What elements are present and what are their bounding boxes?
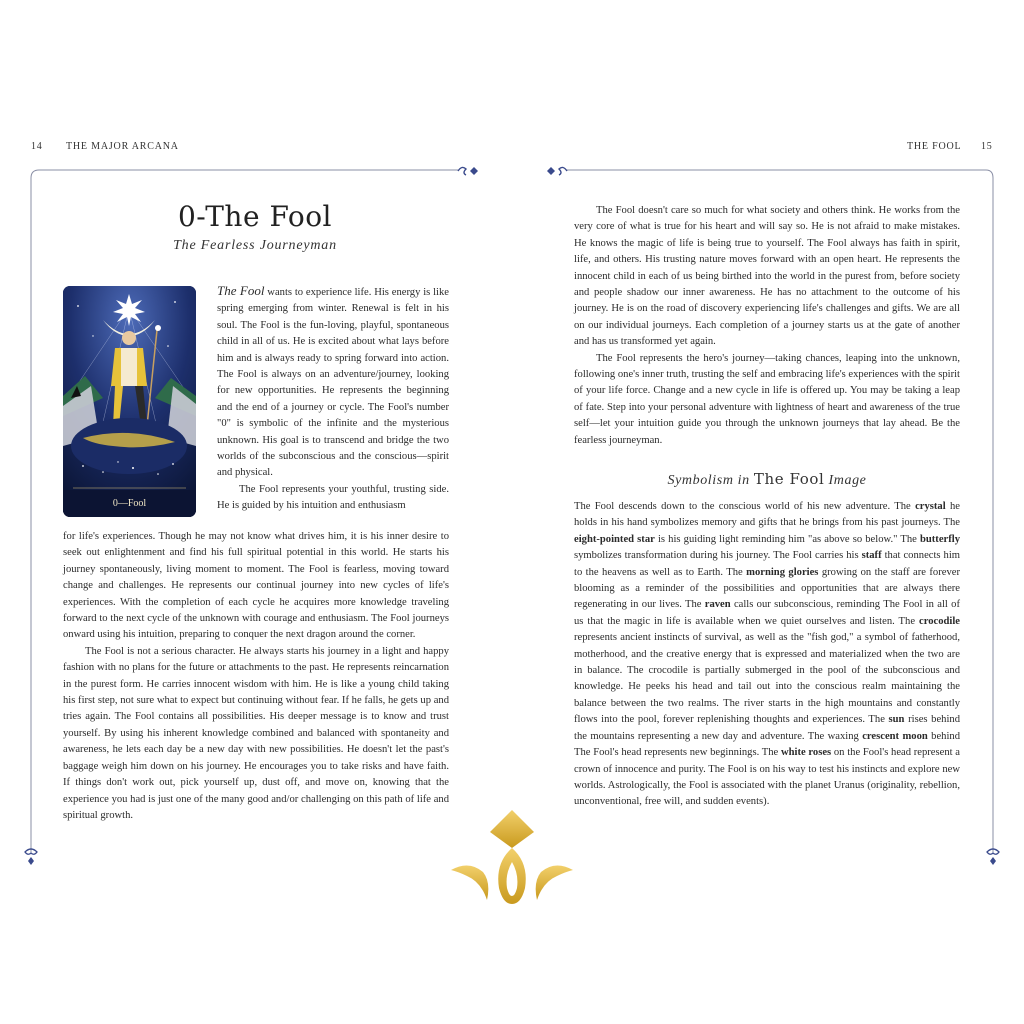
symbol-term: butterfly bbox=[919, 533, 960, 545]
right-para2: The Fool represents the hero's journey—taking chances, leaping into the unknown, following one's inner truth, trusting the self and embracing life's experiences with the spirit of your life force. Change and a new cycle in life is offered up. You may be taking a leap of fate. Step into your personal adventure with lightness of heart and awareness of the true self—let your intuition guide you through the unknown journeys that lay ahead. Be the fearless journeyman. bbox=[574, 352, 960, 446]
title-text: -The Fool bbox=[196, 200, 333, 233]
symbol-term: morning glories bbox=[746, 566, 819, 578]
symbol-text: symbolizes transformation during his journey. The Fool carries his bbox=[574, 550, 862, 562]
left-running-head: THE MAJOR ARCANA bbox=[66, 141, 179, 152]
symbol-text: behind The Fool's head represents new beginnings. The bbox=[574, 730, 961, 759]
right-para1: The Fool doesn't care so much for what society and others think. He works from the very core of what is true for his heart and will say so. He is not afraid to make mistakes. He knows the magic of life is being true to yourself. The Fool always has faith in spirit, life, and others. His trusting nature moves forward with an open heart. He represents the innocent child in each of us being birthed into the world in the purest from, before society and people shadow our inner awareness. He has no attachment to the outcome of his journey. He is on the road of discovery experiencing life's challenges and gifts. We are all on our individual journeys. Each completion of a journey starts us at the gate of another and has us transformed yet again. bbox=[574, 205, 960, 348]
symbol-term: raven bbox=[704, 599, 731, 611]
intro-text: wants to experience life. His energy is like spring emerging from winter. Renewal is felt in his soul. The Fool is the fun-loving, playful, spontaneous child in all of us. He is excited about what lays before him and is always ready to spring forward into action. The Fool is always on an adventure/journey, looking for new opportunities. He represents the beginning and the end of a journey or cycle. The Fool's number "0" is symbolic of the infinite and the mysterious unknown. His goal is to transcend and bridge the two worlds of the subconscious and the conscious—spirit and physical. bbox=[217, 287, 449, 479]
right-page-number: 15 bbox=[981, 141, 993, 152]
card-caption: 0—Fool bbox=[112, 498, 147, 509]
symbol-term: white roses bbox=[780, 747, 832, 759]
right-body-text bbox=[574, 203, 960, 449]
left-body-text bbox=[63, 529, 449, 824]
right-bottom-ornament-icon bbox=[984, 846, 1002, 866]
section-prefix: Symbolism in bbox=[667, 473, 754, 488]
symbol-term: crescent moon bbox=[862, 730, 928, 742]
symbolism-text bbox=[574, 499, 960, 811]
symbol-text: on the Fool's head represent a crown of innocence and purity. The Fool is on his way to test his instincts and explore new worlds. Astrologically, the Fool is associated with the planet Uranus (originality, rebellion, unconventional, free will, and sudden events). bbox=[574, 747, 960, 808]
para3: The Fool is not a serious character. He always starts his journey in a light and happy fashion with no plans for the future or attachments to the past. He represents reincarnation in the purest form. He carries innocent wisdom with him. He is like a young child taking his first step, not sure what to expect but continuing without fear. If he falls, he gets up and tries again. The Fool contains all possibilities. His deeper message is to know and trust yourself. By using his inherent knowledge combined and balanced with spontaneity and awareness, he lets each day be a new day with new possibilities. He doesn't let the past's baggage weigh him down on his journey. He encourages you to take risks and have faith. If things don't work out, pick yourself up, dust off, and move on, knowing that the experience you had is just one of the many good and/or challenging on this path of life and spiritual growth. bbox=[63, 645, 449, 821]
title-number: 0 bbox=[177, 200, 197, 233]
gold-lotus-ornament-icon bbox=[447, 808, 577, 908]
page-subtitle: The Fearless Journeyman bbox=[173, 238, 337, 253]
section-name: The Fool bbox=[753, 470, 825, 488]
symbol-text: that connects him to the heavens as well as to Earth. The bbox=[574, 550, 961, 578]
symbol-text: he holds in his hand symbolizes memory and gifts that he brings from his past journeys. The bbox=[574, 501, 960, 529]
para2-rest: for life's experiences. Though he may not know what drives him, it is his inner desire to seek out enlightenment and find his full spiritual potential in this world. He starts his journey spontaneously, living moment to moment. The Fool is fearless, moving toward change and challenges. He represents our continual journey into new cycles of life's experiences. With the completion of each cycle he acquires more knowledge traveling forward to the next cycle of the unknown with courage and enthusiasm. The Fool journeys onward using his intuition, preparing to conquer the next dragon around the corner. bbox=[63, 531, 449, 641]
symbol-term: crocodile bbox=[919, 615, 960, 627]
left-bottom-ornament-icon bbox=[22, 846, 40, 866]
right-running-head: THE FOOL bbox=[907, 141, 962, 152]
intro-lead: The Fool bbox=[217, 283, 265, 298]
symbol-text: growing on the staff are forever blooming as a reminder of the possibilities and opportunities that are always there regenerating in our lives. The bbox=[574, 566, 960, 611]
symbol-term: sun bbox=[888, 714, 905, 726]
fool-tarot-card-image bbox=[63, 286, 196, 517]
section-suffix: Image bbox=[824, 473, 867, 488]
symbol-text: is his guiding light reminding him "as above so below." The bbox=[654, 533, 920, 545]
symbol-text: calls our subconscious, reminding The Fool in all of us that the magic in life is available when we quiet ourselves and listen. The bbox=[574, 599, 960, 627]
symbolism-heading bbox=[574, 470, 960, 489]
symbol-text: The Fool descends down to the conscious world of his new adventure. The bbox=[574, 501, 916, 512]
left-frame-ornament-icon bbox=[456, 163, 480, 179]
symbol-term: staff bbox=[861, 550, 882, 562]
symbolism-paragraph bbox=[574, 499, 960, 811]
symbol-term: eight-pointed star bbox=[574, 533, 655, 545]
left-page-number: 14 bbox=[31, 141, 43, 152]
symbol-term: crystal bbox=[915, 501, 946, 512]
intro-paragraph bbox=[217, 283, 449, 515]
right-frame-ornament-icon bbox=[545, 163, 569, 179]
para2-wrap: The Fool represents your youthful, trusting side. He is guided by his intuition and enthusiasm bbox=[217, 483, 449, 512]
symbol-text: rises behind the mountains representing a new day and adventure. The waxing bbox=[574, 714, 960, 742]
symbol-text: represents ancient instincts of survival, as well as the "fish god," a symbol of fatherhood, motherhood, and the creative energy that is expressed and materialized when the two are in balance. The crocodile is partially submerged in the pool of the subconscious and knowledge. He peeks his head and tail out into the conscious realm maintaining the balance between the two realms. The river starts in the high mountains and constantly flows into the pool, forever replenishing thoughts and experiences. The bbox=[574, 632, 960, 726]
page-title bbox=[150, 200, 360, 233]
